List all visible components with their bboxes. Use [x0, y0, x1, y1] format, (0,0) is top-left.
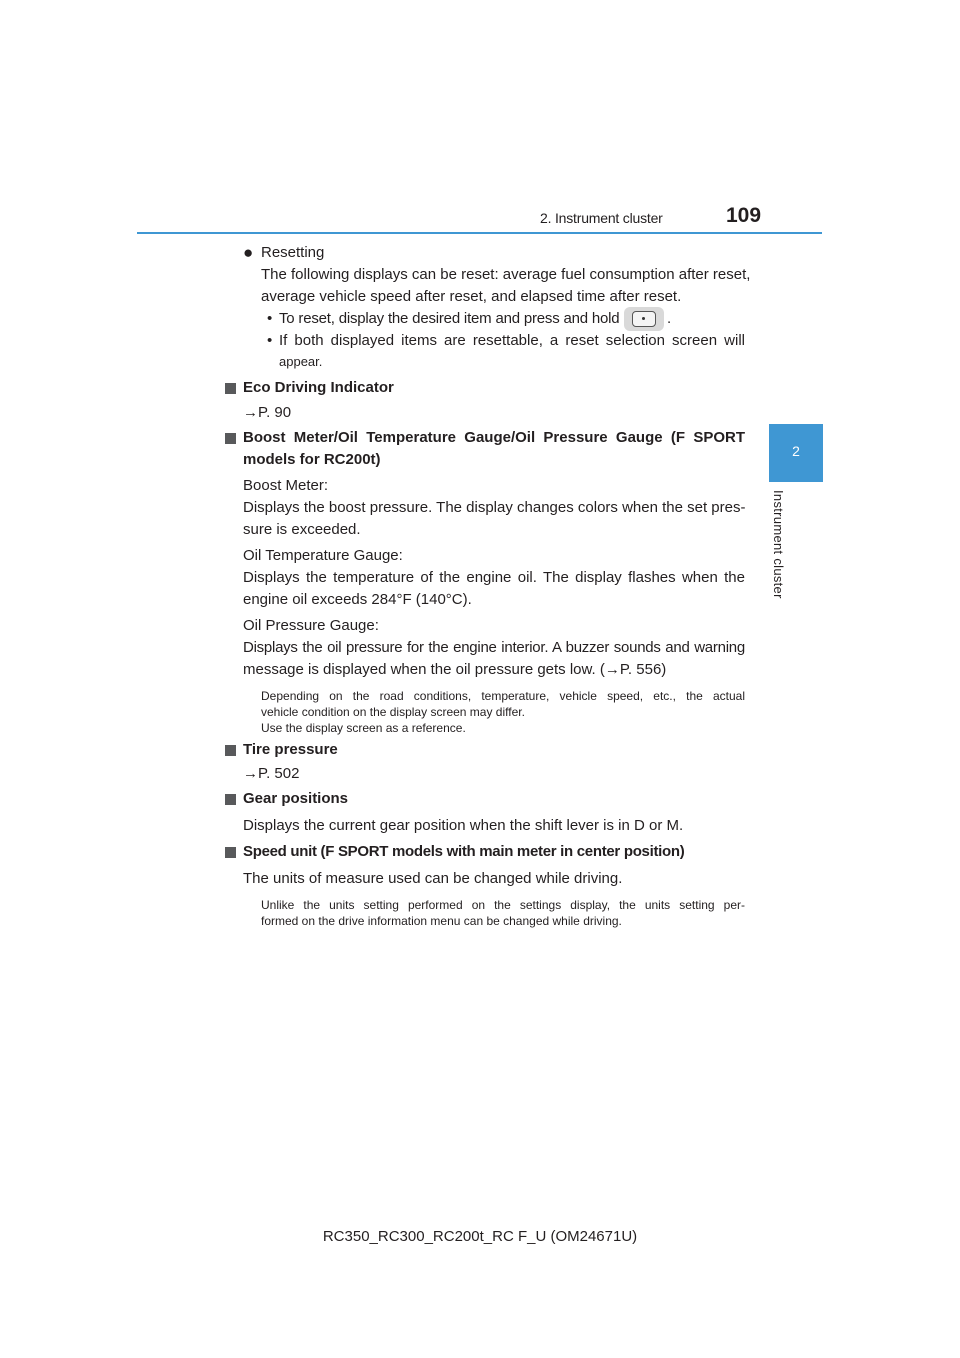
round-bullet-icon: ●	[243, 243, 254, 262]
dot-bullet-icon: •	[267, 332, 273, 349]
boost-note-line-3: Use the display screen as a reference.	[261, 721, 466, 735]
square-bullet-icon	[225, 794, 236, 805]
boost-title-line-1: Boost Meter/Oil Temperature Gauge/Oil Pressure Gauge (F SPORT	[243, 429, 745, 446]
steering-switch-button-icon	[624, 307, 664, 331]
boost-note-line-2: vehicle condition on the display screen may differ.	[261, 705, 525, 719]
chapter-label: Instrument cluster	[771, 490, 786, 599]
resetting-body-line-2: average vehicle speed after reset, and elapsed time after reset.	[261, 288, 682, 305]
gear-positions-body: Displays the current gear position when the shift lever is in D or M.	[243, 817, 684, 834]
resetting-title: Resetting	[261, 244, 325, 261]
reset-instruction-end: .	[667, 310, 672, 327]
tire-pressure-title: Tire pressure	[243, 741, 338, 758]
speed-note-line-2: formed on the drive information menu can be changed while driving.	[261, 914, 622, 928]
boost-meter-line-2: sure is exceeded.	[243, 521, 361, 538]
reset-selection-line-2: appear.	[279, 354, 323, 369]
reset-selection-line-1: If both displayed items are resettable, a reset selection screen will	[279, 332, 745, 349]
gear-positions-title: Gear positions	[243, 790, 349, 807]
boost-title-line-2: models for RC200t)	[243, 451, 381, 468]
square-bullet-icon	[225, 847, 236, 858]
dot-bullet-icon: •	[267, 310, 273, 327]
square-bullet-icon	[225, 383, 236, 394]
boost-meter-line-1: Displays the boost pressure. The display changes colors when the set pres-	[243, 499, 746, 516]
page-number: 109	[726, 204, 762, 227]
document-footer: RC350_RC300_RC200t_RC F_U (OM24671U)	[322, 1228, 638, 1245]
section-title: 2. Instrument cluster	[540, 210, 663, 226]
oil-pressure-title: Oil Pressure Gauge:	[243, 617, 379, 634]
square-bullet-icon	[225, 433, 236, 444]
oil-pressure-line-1: Displays the oil pressure for the engine interior. A buzzer sounds and warning	[243, 639, 745, 656]
reset-instruction: To reset, display the desired item and press and hold	[279, 310, 620, 327]
chapter-number: 2	[792, 443, 800, 459]
boost-meter-title: Boost Meter:	[243, 477, 329, 494]
oil-temp-line-1: Displays the temperature of the engine oil. The display flashes when the	[243, 569, 745, 586]
oil-temp-title: Oil Temperature Gauge:	[243, 547, 403, 564]
chapter-tab[interactable]	[769, 424, 823, 482]
header-rule	[137, 232, 822, 234]
speed-unit-body: The units of measure used can be changed while driving.	[243, 870, 623, 887]
oil-pressure-line-2: message is displayed when the oil pressure gets low. (→P. 556)	[243, 661, 667, 678]
oil-temp-line-2: engine oil exceeds 284°F (140°C).	[243, 591, 472, 608]
boost-note-line-1: Depending on the road conditions, temperature, vehicle speed, etc., the actual	[261, 689, 745, 703]
eco-driving-ref[interactable]: →P. 90	[243, 404, 292, 421]
square-bullet-icon	[225, 745, 236, 756]
speed-note-line-1: Unlike the units setting performed on the settings display, the units setting per-	[261, 898, 745, 912]
resetting-body-line-1: The following displays can be reset: average fuel consumption after reset,	[261, 266, 751, 283]
eco-driving-title: Eco Driving Indicator	[243, 379, 394, 396]
tire-pressure-ref[interactable]: →P. 502	[243, 765, 300, 782]
speed-unit-title: Speed unit (F SPORT models with main meter in center position)	[243, 843, 685, 860]
